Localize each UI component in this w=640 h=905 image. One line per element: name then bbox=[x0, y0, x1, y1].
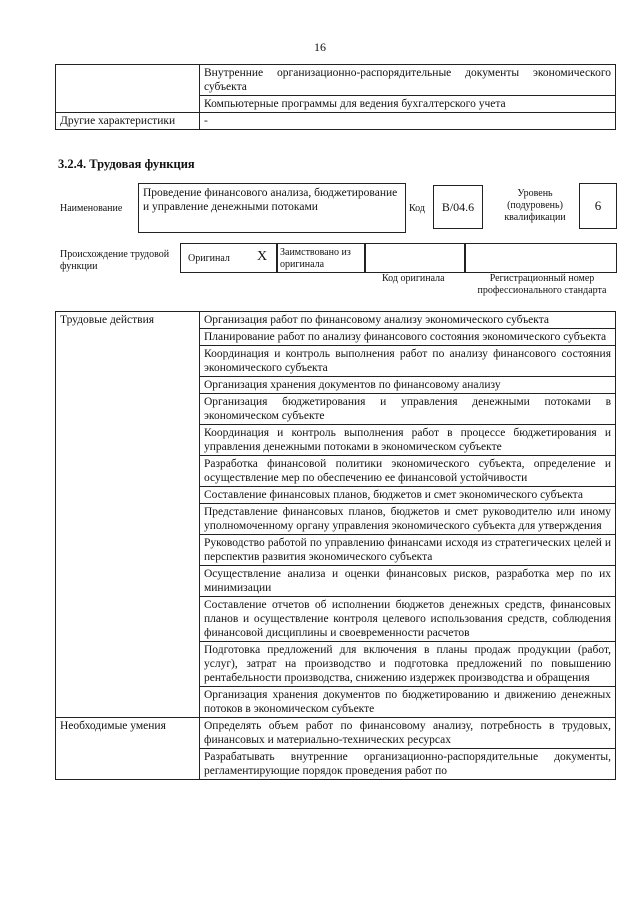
table-cell: Осуществление анализа и оценки финансовых рисков, разработка мер по их минимизации bbox=[200, 566, 616, 597]
reg-number-label: Регистрационный номер профессионального стандарта bbox=[477, 273, 607, 296]
name-label: Наименование bbox=[60, 203, 123, 214]
original-mark: X bbox=[257, 249, 268, 264]
table-cell: Организация бюджетирования и управления денежными потоками в экономическом субъекте bbox=[200, 394, 616, 425]
group-label: Трудовые действия bbox=[56, 312, 200, 718]
row-label: Другие характеристики bbox=[56, 113, 200, 130]
qualification-level: 6 bbox=[579, 183, 617, 229]
table-cell: Координация и контроль выполнения работ по анализу финансового состояния экономического субъекта bbox=[200, 346, 616, 377]
code-original-label: Код оригинала bbox=[382, 273, 445, 284]
original-label: Оригинал bbox=[188, 253, 230, 264]
reg-number-box bbox=[464, 243, 617, 273]
top-table bbox=[55, 64, 616, 130]
table-cell: Компьютерные программы для ведения бухгалтерского учета bbox=[200, 96, 616, 113]
table-cell: Организация хранения документов по бюджетированию и движению денежных потоков в экономическом субъекте bbox=[200, 687, 616, 718]
function-name: Проведение финансового анализа, бюджетирование и управление денежными потоками bbox=[138, 183, 406, 233]
origin-label: Происхождение трудовой функции bbox=[60, 249, 170, 272]
group-label: Необходимые умения bbox=[56, 718, 200, 780]
table-cell: Планирование работ по анализу финансового состояния экономического субъекта bbox=[200, 329, 616, 346]
origin-borrowed-box bbox=[276, 243, 366, 273]
function-code: B/04.6 bbox=[433, 185, 483, 229]
table-cell: Руководство работой по управлению финансами исходя из стратегических целей и перспектив развития экономического субъекта bbox=[200, 535, 616, 566]
table-row bbox=[56, 718, 616, 749]
original-code-box bbox=[364, 243, 466, 273]
page-number: 16 bbox=[314, 40, 326, 54]
origin-original-box bbox=[180, 243, 278, 273]
table-cell: Составление финансовых планов, бюджетов и смет экономического субъекта bbox=[200, 487, 616, 504]
table-cell: Организация хранения документов по финансовому анализу bbox=[200, 377, 616, 394]
table-cell: Разработка финансовой политики экономического субъекта, определение и осуществление мер по обеспечению ее финансовой устойчивости bbox=[200, 456, 616, 487]
table-cell: Представление финансовых планов, бюджетов и смет руководителю или иному уполномоченному органу управления экономического субъекта для утверждения bbox=[200, 504, 616, 535]
table-cell: Внутренние организационно-распорядительные документы экономического субъекта bbox=[200, 65, 616, 96]
code-label: Код bbox=[409, 203, 425, 214]
table-cell: Определять объем работ по финансовому анализу, потребность в трудовых, финансовых и материально-технических ресурсах bbox=[200, 718, 616, 749]
table-row bbox=[56, 113, 616, 130]
borrowed-label: Заимствовано из оригинала bbox=[280, 247, 351, 270]
row-label bbox=[56, 65, 200, 113]
table-cell: Составление отчетов об исполнении бюджетов денежных средств, финансовых планов и осуществление контроля целевого использования средств, соблюдения финансовой дисциплины и своевременности расчетов bbox=[200, 597, 616, 642]
table-cell: - bbox=[200, 113, 616, 130]
table-cell: Разрабатывать внутренние организационно-распорядительные документы, регламентирующие порядок проведения работ по bbox=[200, 749, 616, 780]
table-row bbox=[56, 65, 616, 96]
table-cell: Подготовка предложений для включения в планы продаж продукции (работ, услуг), затрат на производство и подготовка предложений по повышению рентабельности производства, снижению издержек производства и обращения bbox=[200, 642, 616, 687]
level-label: Уровень (подуровень) квалификации bbox=[504, 188, 566, 223]
table-cell: Координация и контроль выполнения работ в процессе бюджетирования и управления денежными потоками в экономическом субъекте bbox=[200, 425, 616, 456]
table-cell: Организация работ по финансовому анализу экономического субъекта bbox=[200, 312, 616, 329]
table-row bbox=[56, 312, 616, 329]
main-table bbox=[55, 311, 616, 780]
section-title: 3.2.4. Трудовая функция bbox=[58, 157, 195, 171]
